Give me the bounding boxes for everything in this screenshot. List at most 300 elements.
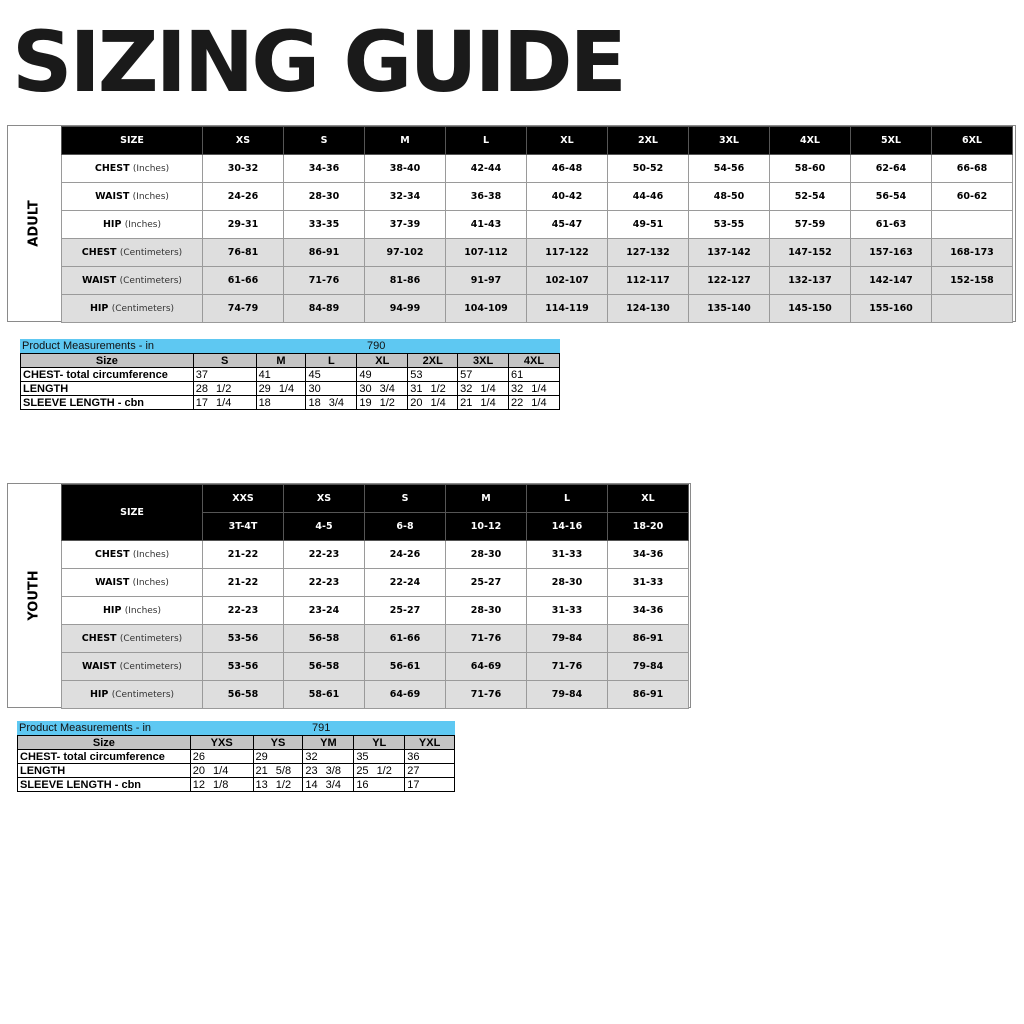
youth-side-label: YOUTH — [27, 570, 42, 621]
whole-value: 18 — [308, 396, 321, 409]
measure-unit: (Inches) — [132, 192, 169, 202]
value-cell: 54-56 — [689, 155, 770, 183]
value-cell: 61-66 — [203, 267, 284, 295]
whole-value: 53 — [410, 368, 423, 381]
value-cell: 114-119 — [527, 295, 608, 323]
table-row — [18, 750, 455, 764]
value-cell — [190, 764, 253, 778]
whole-value: 17 — [407, 778, 420, 791]
value-cell: 62-64 — [851, 155, 932, 183]
value-cell: 38-40 — [365, 155, 446, 183]
measure-unit: (Centimeters) — [111, 690, 175, 700]
fraction-value: 1/2 — [275, 778, 292, 791]
value-cell — [193, 396, 256, 410]
product-code: 791 — [312, 722, 331, 734]
value-cell — [256, 382, 306, 396]
value-cell: 31-33 — [608, 569, 689, 597]
table-row — [18, 778, 455, 792]
value-cell: 53-55 — [689, 211, 770, 239]
value-cell: 91-97 — [446, 267, 527, 295]
measure-unit: (Centimeters) — [119, 248, 183, 258]
fraction-value: 1/4 — [278, 382, 295, 395]
row-label — [62, 183, 203, 211]
value-cell: 41-43 — [446, 211, 527, 239]
size-col-header: XS — [203, 127, 284, 155]
value-cell: 40-42 — [527, 183, 608, 211]
value-cell — [256, 396, 306, 410]
whole-value: 37 — [195, 368, 209, 381]
measure-unit: (Centimeters) — [119, 276, 182, 286]
value-cell: 147-152 — [770, 239, 851, 267]
size-col-header: 2XL — [408, 354, 458, 368]
value-cell: 37-39 — [365, 211, 446, 239]
measure-name: WAIST — [95, 191, 130, 202]
whole-value: 29 — [258, 382, 271, 395]
measurements-table — [17, 735, 455, 792]
value-cell: 168-173 — [932, 239, 1013, 267]
row-label: SLEEVE LENGTH - cbn — [18, 778, 191, 792]
value-cell: 29-31 — [203, 211, 284, 239]
value-cell: 56-61 — [365, 653, 446, 681]
whole-value: 30 — [359, 382, 372, 395]
value-cell: 61-66 — [365, 625, 446, 653]
age-col-header: 6-8 — [365, 513, 446, 541]
size-col-header: XL — [527, 127, 608, 155]
fraction-value: 1/2 — [216, 382, 232, 395]
table-row — [21, 368, 560, 382]
header-row — [18, 736, 455, 750]
measure-name: CHEST — [94, 163, 130, 174]
value-cell — [509, 382, 560, 396]
measure-unit: (Inches) — [124, 606, 162, 616]
value-cell: 84-89 — [284, 295, 365, 323]
value-cell — [357, 368, 408, 382]
whole-value: 32 — [460, 382, 473, 395]
row-label — [62, 653, 203, 681]
size-col-header: S — [365, 485, 446, 513]
size-col-header: 6XL — [932, 127, 1013, 155]
measure-unit: (Centimeters) — [111, 304, 175, 314]
size-col-header: M — [446, 485, 527, 513]
size-col-header: YL — [354, 736, 405, 750]
value-cell — [253, 764, 303, 778]
value-cell — [932, 295, 1013, 323]
whole-value: 25 — [356, 764, 369, 777]
size-col-header: XL — [608, 485, 689, 513]
size-col-header: XXS — [203, 485, 284, 513]
table-row — [18, 764, 455, 778]
whole-value: 13 — [255, 778, 268, 791]
fraction-value: 1/2 — [430, 382, 446, 395]
fraction-value: 1/2 — [379, 396, 395, 409]
value-cell: 71-76 — [446, 681, 527, 709]
fraction-value: 3/4 — [328, 396, 345, 409]
value-cell: 44-46 — [608, 183, 689, 211]
value-cell: 117-122 — [527, 239, 608, 267]
value-cell: 22-23 — [284, 569, 365, 597]
row-label — [62, 569, 203, 597]
table-row — [62, 653, 689, 681]
measure-unit: (Centimeters) — [119, 634, 183, 644]
value-cell: 142-147 — [851, 267, 932, 295]
value-cell: 127-132 — [608, 239, 689, 267]
size-col-header: 3XL — [689, 127, 770, 155]
value-cell — [253, 778, 303, 792]
value-cell: 71-76 — [284, 267, 365, 295]
fraction-value: 3/4 — [379, 382, 395, 395]
header-row — [62, 485, 689, 513]
value-cell: 58-61 — [284, 681, 365, 709]
row-label: CHEST- total circumference — [18, 750, 191, 764]
measure-name: CHEST — [81, 247, 117, 258]
value-cell: 22-23 — [203, 597, 284, 625]
header-row — [21, 354, 560, 368]
fraction-value: 5/8 — [275, 764, 292, 777]
size-col-header: L — [527, 485, 608, 513]
whole-value: 22 — [511, 396, 524, 409]
value-cell: 49-51 — [608, 211, 689, 239]
youth-product-measurements — [17, 721, 455, 792]
value-cell: 24-26 — [365, 541, 446, 569]
value-cell: 145-150 — [770, 295, 851, 323]
measurements-header-bar — [20, 339, 560, 353]
whole-value: 14 — [305, 778, 318, 791]
fraction-value: 1/4 — [213, 764, 229, 777]
value-cell — [256, 368, 306, 382]
value-cell: 56-54 — [851, 183, 932, 211]
value-cell: 28-30 — [284, 183, 365, 211]
value-cell: 64-69 — [365, 681, 446, 709]
adult-table-grid — [61, 126, 1013, 323]
value-cell: 107-112 — [446, 239, 527, 267]
value-cell: 34-36 — [284, 155, 365, 183]
value-cell: 135-140 — [689, 295, 770, 323]
measure-unit: (Inches) — [132, 164, 170, 174]
adult-size-table — [7, 125, 1016, 322]
value-cell — [458, 396, 509, 410]
size-col-header: L — [446, 127, 527, 155]
value-cell: 32-34 — [365, 183, 446, 211]
measure-name: WAIST — [82, 661, 117, 672]
page-title: SIZING GUIDE — [12, 13, 624, 111]
value-cell: 58-60 — [770, 155, 851, 183]
whole-value: 23 — [305, 764, 318, 777]
measure-unit: (Inches) — [132, 578, 169, 588]
value-cell — [303, 764, 354, 778]
value-cell — [458, 368, 509, 382]
table-row — [62, 597, 689, 625]
size-col-header: S — [284, 127, 365, 155]
measure-name: CHEST — [94, 549, 130, 560]
value-cell: 86-91 — [608, 681, 689, 709]
value-cell: 33-35 — [284, 211, 365, 239]
size-header: Size — [18, 736, 191, 750]
size-header: SIZE — [62, 485, 203, 541]
whole-value: 32 — [305, 750, 318, 763]
measure-unit: (Centimeters) — [119, 662, 182, 672]
value-cell: 132-137 — [770, 267, 851, 295]
value-cell — [405, 764, 455, 778]
table-row — [62, 211, 1013, 239]
value-cell: 53-56 — [203, 653, 284, 681]
value-cell: 71-76 — [527, 653, 608, 681]
value-cell: 124-130 — [608, 295, 689, 323]
value-cell: 21-22 — [203, 569, 284, 597]
whole-value: 28 — [195, 382, 209, 395]
whole-value: 19 — [359, 396, 372, 409]
value-cell: 112-117 — [608, 267, 689, 295]
value-cell: 104-109 — [446, 295, 527, 323]
measure-name: CHEST — [81, 633, 117, 644]
whole-value: 29 — [255, 750, 268, 763]
measure-unit: (Inches) — [124, 220, 162, 230]
fraction-value: 1/4 — [480, 396, 496, 409]
value-cell: 22-23 — [284, 541, 365, 569]
value-cell: 24-26 — [203, 183, 284, 211]
whole-value: 31 — [410, 382, 423, 395]
value-cell: 23-24 — [284, 597, 365, 625]
age-col-header: 14-16 — [527, 513, 608, 541]
value-cell — [193, 368, 256, 382]
value-cell: 137-142 — [689, 239, 770, 267]
value-cell: 31-33 — [527, 541, 608, 569]
size-col-header: 5XL — [851, 127, 932, 155]
table-row — [21, 396, 560, 410]
value-cell — [190, 750, 253, 764]
fraction-value: 1/4 — [531, 382, 547, 395]
value-cell — [306, 382, 357, 396]
value-cell: 102-107 — [527, 267, 608, 295]
value-cell: 157-163 — [851, 239, 932, 267]
table-row — [62, 681, 689, 709]
value-cell: 76-81 — [203, 239, 284, 267]
value-cell: 122-127 — [689, 267, 770, 295]
value-cell: 28-30 — [527, 569, 608, 597]
whole-value: 36 — [407, 750, 420, 763]
value-cell — [357, 396, 408, 410]
value-cell: 86-91 — [284, 239, 365, 267]
value-cell: 86-91 — [608, 625, 689, 653]
size-col-header: 4XL — [770, 127, 851, 155]
value-cell — [354, 778, 405, 792]
value-cell: 22-24 — [365, 569, 446, 597]
fraction-value: 3/8 — [325, 764, 341, 777]
whole-value: 27 — [407, 764, 420, 777]
value-cell: 25-27 — [446, 569, 527, 597]
whole-value: 49 — [359, 368, 372, 381]
whole-value: 17 — [195, 396, 209, 409]
value-cell: 48-50 — [689, 183, 770, 211]
size-col-header: YXS — [190, 736, 253, 750]
fraction-value: 1/4 — [216, 396, 232, 409]
value-cell — [354, 764, 405, 778]
header-row — [62, 127, 1013, 155]
value-cell: 28-30 — [446, 541, 527, 569]
size-col-header: L — [306, 354, 357, 368]
value-cell: 45-47 — [527, 211, 608, 239]
value-cell: 42-44 — [446, 155, 527, 183]
table-row — [62, 267, 1013, 295]
value-cell: 31-33 — [527, 597, 608, 625]
value-cell — [458, 382, 509, 396]
measure-unit: (Inches) — [132, 550, 170, 560]
value-cell: 97-102 — [365, 239, 446, 267]
value-cell — [306, 368, 357, 382]
value-cell — [303, 778, 354, 792]
table-row — [62, 155, 1013, 183]
value-cell: 46-48 — [527, 155, 608, 183]
row-label — [62, 267, 203, 295]
value-cell: 79-84 — [608, 653, 689, 681]
value-cell: 21-22 — [203, 541, 284, 569]
value-cell — [193, 382, 256, 396]
age-col-header: 3T-4T — [203, 513, 284, 541]
fraction-value: 1/4 — [430, 396, 446, 409]
value-cell — [357, 382, 408, 396]
value-cell: 30-32 — [203, 155, 284, 183]
table-row — [62, 541, 689, 569]
row-label: LENGTH — [21, 382, 194, 396]
value-cell: 74-79 — [203, 295, 284, 323]
row-label — [62, 155, 203, 183]
value-cell: 155-160 — [851, 295, 932, 323]
whole-value: 41 — [258, 368, 271, 381]
value-cell: 94-99 — [365, 295, 446, 323]
table-row — [62, 295, 1013, 323]
whole-value: 35 — [356, 750, 369, 763]
value-cell — [408, 396, 458, 410]
table-row — [21, 382, 560, 396]
value-cell: 34-36 — [608, 541, 689, 569]
measure-name: WAIST — [82, 275, 117, 286]
measure-name: HIP — [89, 303, 109, 314]
value-cell: 50-52 — [608, 155, 689, 183]
row-label: SLEEVE LENGTH - cbn — [21, 396, 194, 410]
row-label — [62, 625, 203, 653]
whole-value: 26 — [192, 750, 206, 763]
whole-value: 20 — [192, 764, 206, 777]
table-row — [62, 183, 1013, 211]
row-label — [62, 239, 203, 267]
whole-value: 21 — [255, 764, 268, 777]
size-col-header: XL — [357, 354, 408, 368]
whole-value: 12 — [192, 778, 206, 791]
size-header: SIZE — [62, 127, 203, 155]
value-cell: 56-58 — [284, 625, 365, 653]
size-col-header: 3XL — [458, 354, 509, 368]
value-cell: 64-69 — [446, 653, 527, 681]
value-cell: 36-38 — [446, 183, 527, 211]
value-cell — [408, 382, 458, 396]
value-cell — [303, 750, 354, 764]
fraction-value: 1/4 — [480, 382, 496, 395]
whole-value: 20 — [410, 396, 423, 409]
value-cell: 60-62 — [932, 183, 1013, 211]
age-col-header: 4-5 — [284, 513, 365, 541]
product-code: 790 — [367, 340, 386, 352]
value-cell: 79-84 — [527, 681, 608, 709]
row-label — [62, 541, 203, 569]
whole-value: 21 — [460, 396, 473, 409]
value-cell: 56-58 — [203, 681, 284, 709]
value-cell — [190, 778, 253, 792]
fraction-value: 1/8 — [213, 778, 229, 791]
value-cell: 34-36 — [608, 597, 689, 625]
value-cell: 81-86 — [365, 267, 446, 295]
measure-name: WAIST — [95, 577, 130, 588]
size-col-header: YM — [303, 736, 354, 750]
value-cell: 52-54 — [770, 183, 851, 211]
row-label: LENGTH — [18, 764, 191, 778]
whole-value: 57 — [460, 368, 473, 381]
size-col-header: S — [193, 354, 256, 368]
measure-name: HIP — [102, 219, 122, 230]
adult-product-measurements — [20, 339, 560, 410]
youth-table-grid — [61, 484, 689, 709]
value-cell — [354, 750, 405, 764]
fraction-value: 1/2 — [376, 764, 392, 777]
table-row — [62, 625, 689, 653]
value-cell — [253, 750, 303, 764]
value-cell: 152-158 — [932, 267, 1013, 295]
value-cell: 56-58 — [284, 653, 365, 681]
size-header: Size — [21, 354, 194, 368]
measurements-table — [20, 353, 560, 410]
row-label — [62, 597, 203, 625]
value-cell: 66-68 — [932, 155, 1013, 183]
size-col-header: YS — [253, 736, 303, 750]
whole-value: 45 — [308, 368, 321, 381]
value-cell: 71-76 — [446, 625, 527, 653]
value-cell — [932, 211, 1013, 239]
age-col-header: 10-12 — [446, 513, 527, 541]
table-row — [62, 569, 689, 597]
fraction-value: 1/4 — [531, 396, 547, 409]
value-cell — [509, 396, 560, 410]
adult-side-label: ADULT — [26, 200, 42, 247]
value-cell — [405, 750, 455, 764]
value-cell — [408, 368, 458, 382]
size-col-header: 2XL — [608, 127, 689, 155]
value-cell — [509, 368, 560, 382]
value-cell — [405, 778, 455, 792]
size-col-header: M — [365, 127, 446, 155]
measure-name: HIP — [102, 605, 122, 616]
measurements-label: Product Measurements - in — [22, 340, 155, 352]
youth-size-table — [7, 483, 691, 708]
measurements-header-bar — [17, 721, 455, 735]
row-label: CHEST- total circumference — [21, 368, 194, 382]
value-cell: 53-56 — [203, 625, 284, 653]
whole-value: 18 — [258, 396, 271, 409]
whole-value: 32 — [511, 382, 524, 395]
value-cell: 25-27 — [365, 597, 446, 625]
age-col-header: 18-20 — [608, 513, 689, 541]
row-label — [62, 295, 203, 323]
row-label — [62, 211, 203, 239]
row-label — [62, 681, 203, 709]
measurements-label: Product Measurements - in — [19, 722, 152, 734]
measure-name: HIP — [89, 689, 109, 700]
value-cell: 61-63 — [851, 211, 932, 239]
table-row — [62, 239, 1013, 267]
whole-value: 61 — [511, 368, 524, 381]
size-col-header: M — [256, 354, 306, 368]
value-cell: 57-59 — [770, 211, 851, 239]
size-col-header: YXL — [405, 736, 455, 750]
fraction-value: 3/4 — [325, 778, 341, 791]
whole-value: 30 — [308, 382, 321, 395]
